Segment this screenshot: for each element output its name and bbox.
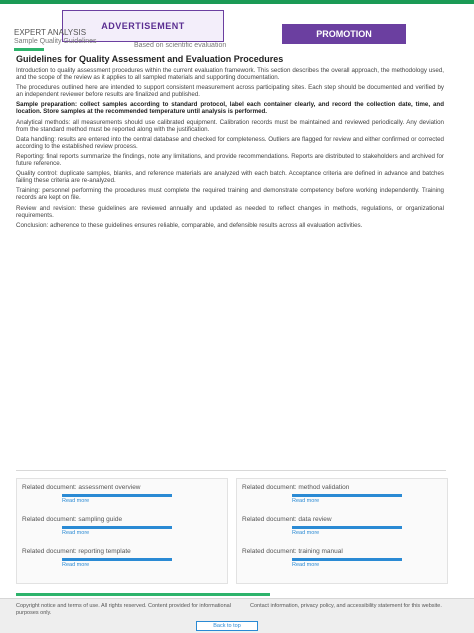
article-paragraph: Training: personnel performing the procedures must complete the required training and demonstrate competency before working independently. Training records are kept on file. xyxy=(16,187,444,202)
site-title[interactable]: EXPERT ANALYSIS xyxy=(14,28,87,37)
related-card[interactable] xyxy=(242,484,442,510)
footer-left-text: Copyright notice and terms of use. All rights reserved. Content provided for informational purposes only. xyxy=(16,603,231,616)
article-paragraph: Introduction to quality assessment procedures within the current evaluation framework. This section describes the overall approach, the methodology used, and the scope of the review as it applies to all sampled materials and supporting documentation. xyxy=(16,67,444,82)
article-paragraph: Analytical methods: all measurements should use calibrated equipment. Calibration records must be maintained and reviewed periodically. Any deviation from the standard method must be reported along with the justification. xyxy=(16,118,444,133)
article-paragraph: Quality control: duplicate samples, blanks, and reference materials are analyzed with each batch. Acceptance criteria are defined in advance and batches failing these criteria are re-analyzed. xyxy=(16,170,444,185)
related-card[interactable] xyxy=(242,516,442,542)
related-card-title: Related document: sampling guide xyxy=(22,516,123,523)
back-to-top-link[interactable]: Back to top xyxy=(196,621,258,631)
page-footer xyxy=(0,598,474,633)
header-accent-line xyxy=(14,48,44,51)
related-card[interactable] xyxy=(22,484,222,510)
banner-ad-right[interactable]: PROMOTION xyxy=(282,24,406,44)
related-card-link[interactable]: Read more xyxy=(62,562,90,568)
related-card-link-bar xyxy=(62,494,172,497)
article-body xyxy=(16,54,444,470)
related-card-title: Related document: data review xyxy=(242,516,332,523)
article-paragraph: Sample preparation: collect samples according to standard protocol, label each container clearly, and record the collection date, time, and location. Store samples at the recommended temperature until analysis is performed. xyxy=(16,101,444,116)
article-paragraph: Data handling: results are entered into the central database and checked for completeness. Outliers are flagged for review and either confirmed or corrected according to the established review process. xyxy=(16,135,444,150)
article-paragraph: Conclusion: adherence to these guidelines ensures reliable, comparable, and defensible results across all evaluation activities. xyxy=(16,221,363,229)
article-title: Guidelines for Quality Assessment and Evaluation Procedures xyxy=(16,54,284,64)
related-card-link-bar xyxy=(62,558,172,561)
top-accent-bar xyxy=(0,0,474,4)
related-card-link[interactable]: Read more xyxy=(292,530,320,536)
related-card-link-bar xyxy=(292,526,402,529)
banner-ad-left[interactable]: ADVERTISEMENT xyxy=(62,10,224,42)
related-card-title: Related document: reporting template xyxy=(22,548,131,555)
article-paragraph: The procedures outlined here are intended to support consistent measurement across participating sites. Each step should be documented and verified by an independent reviewer before results are finalized and published. xyxy=(16,84,444,99)
footer-accent-line xyxy=(16,593,270,596)
related-card[interactable] xyxy=(22,548,222,574)
footer-right-text: Contact information, privacy policy, and accessibility statement for this website. xyxy=(250,603,442,609)
related-card-title: Related document: assessment overview xyxy=(22,484,141,491)
related-card-link[interactable]: Read more xyxy=(292,498,320,504)
related-card-link[interactable]: Read more xyxy=(292,562,320,568)
related-card[interactable] xyxy=(22,516,222,542)
article-paragraph: Reporting: final reports summarize the findings, note any limitations, and provide recommendations. Reports are distributed to stakeholders and archived for future reference. xyxy=(16,152,444,168)
subtitle-row xyxy=(14,38,460,50)
related-card-link[interactable]: Read more xyxy=(62,530,90,536)
subtitle-left: Sample Quality Guidelines xyxy=(14,38,97,45)
related-card-title: Related document: training manual xyxy=(242,548,343,555)
article-paragraph: Review and revision: these guidelines are reviewed annually and updated as needed to reflect changes in methods, regulations, or organizational requirements. xyxy=(16,204,444,219)
related-card-link-bar xyxy=(292,558,402,561)
related-card-link-bar xyxy=(62,526,172,529)
subtitle-right: Based on scientific evaluation xyxy=(134,42,227,49)
related-card-link[interactable]: Read more xyxy=(62,498,90,504)
related-card[interactable] xyxy=(242,548,442,574)
related-card-link-bar xyxy=(292,494,402,497)
section-divider xyxy=(16,470,446,471)
related-documents xyxy=(16,478,446,586)
related-card-title: Related document: method validation xyxy=(242,484,350,491)
